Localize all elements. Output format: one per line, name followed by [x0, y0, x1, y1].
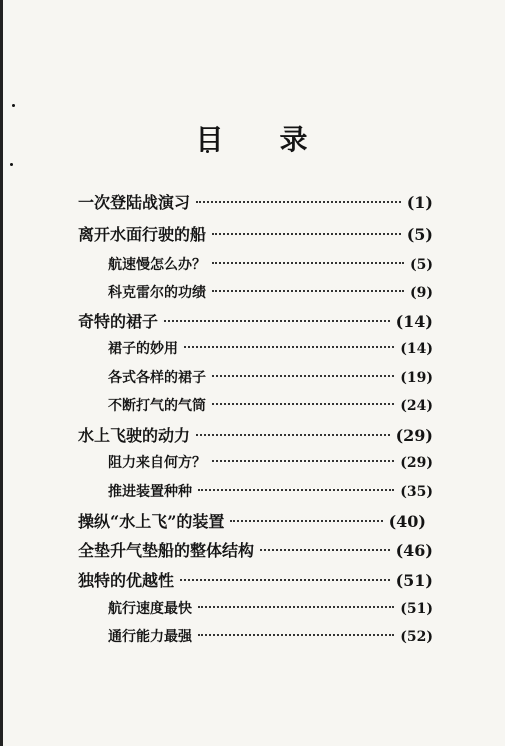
toc-entry-page: (9): [410, 285, 433, 301]
toc-entry-title: 航行速度最快: [108, 601, 192, 617]
toc-entry[interactable]: [78, 423, 433, 446]
dot-leader: [260, 549, 390, 551]
toc-entry[interactable]: [78, 190, 433, 213]
toc-entry-title: 奇特的裙子: [78, 312, 159, 331]
toc-entry-title: 离开水面行驶的船: [78, 225, 207, 244]
toc-entry[interactable]: [78, 538, 433, 561]
toc-subentry[interactable]: [108, 395, 433, 415]
toc-entry-page: (46): [395, 541, 433, 560]
toc-entry-title: 裙子的妙用: [108, 341, 178, 357]
toc-subentry[interactable]: [108, 452, 433, 472]
dot-leader: [180, 579, 390, 581]
toc-entry-title: 全垫升气垫船的整体结构: [78, 541, 255, 560]
dot-leader: [198, 634, 394, 636]
toc-entry[interactable]: [78, 309, 433, 332]
toc-entry[interactable]: [78, 509, 426, 532]
toc-entry-title: 水上飞驶的动力: [78, 426, 191, 445]
toc-subentry[interactable]: [108, 282, 433, 302]
toc-entry-title: 通行能力最强: [108, 629, 192, 645]
ink-speck: [12, 104, 15, 107]
dot-leader: [212, 460, 394, 462]
toc-entry-page: (14): [395, 312, 433, 331]
dot-leader: [198, 606, 394, 608]
dot-leader: [196, 201, 401, 203]
toc-entry-title: 推进装置种种: [108, 484, 192, 500]
toc-entry-title: 科克雷尔的功绩: [108, 285, 206, 301]
toc-subentry[interactable]: [108, 254, 433, 274]
toc-title: [0, 118, 505, 158]
toc-entry[interactable]: [78, 222, 433, 245]
toc-subentry[interactable]: [108, 338, 433, 358]
toc-entry-page: (29): [395, 426, 433, 445]
toc-entry-title: 独特的优越性: [78, 571, 175, 590]
dot-leader: [212, 262, 404, 264]
toc-entry-page: (51): [395, 571, 433, 590]
toc-entry-title: 不断打气的气筒: [108, 398, 206, 414]
toc-subentry[interactable]: [108, 367, 433, 387]
toc-entry-title: 操纵“水上飞”的装置: [78, 512, 225, 531]
toc-title-char-2: 录: [279, 123, 310, 156]
toc-title-char-1: 目: [195, 123, 226, 156]
toc-entry-page: (35): [400, 484, 433, 500]
toc-entry[interactable]: [78, 568, 433, 591]
ink-speck: [10, 163, 13, 166]
toc-entry-title: 一次登陆战演习: [78, 193, 191, 212]
toc-entry-page: (5): [406, 225, 433, 244]
toc-entry-page: (40): [388, 512, 426, 531]
toc-entry-page: (29): [400, 455, 433, 471]
dot-leader: [212, 403, 394, 405]
toc-entry-page: (52): [400, 629, 433, 645]
dot-leader: [198, 489, 394, 491]
toc-subentry[interactable]: [108, 626, 433, 646]
dot-leader: [212, 375, 394, 377]
dot-leader: [164, 320, 390, 322]
toc-entry-page: (51): [400, 601, 433, 617]
toc-entry-title: 航速慢怎么办？: [108, 257, 206, 273]
dot-leader: [212, 290, 404, 292]
toc-subentry[interactable]: [108, 598, 433, 618]
toc-entry-page: (1): [406, 193, 433, 212]
dot-leader: [184, 346, 394, 348]
page-edge-shadow: [0, 0, 3, 746]
dot-leader: [196, 434, 390, 436]
toc-subentry[interactable]: [108, 481, 433, 501]
dot-leader: [212, 233, 401, 235]
toc-entry-title: 阻力来自何方？: [108, 455, 206, 471]
toc-entry-page: (19): [400, 370, 433, 386]
dot-leader: [230, 520, 382, 522]
toc-entry-page: (14): [400, 341, 433, 357]
toc-entry-page: (5): [410, 257, 433, 273]
toc-entry-title: 各式各样的裙子: [108, 370, 206, 386]
toc-entry-page: (24): [400, 398, 433, 414]
